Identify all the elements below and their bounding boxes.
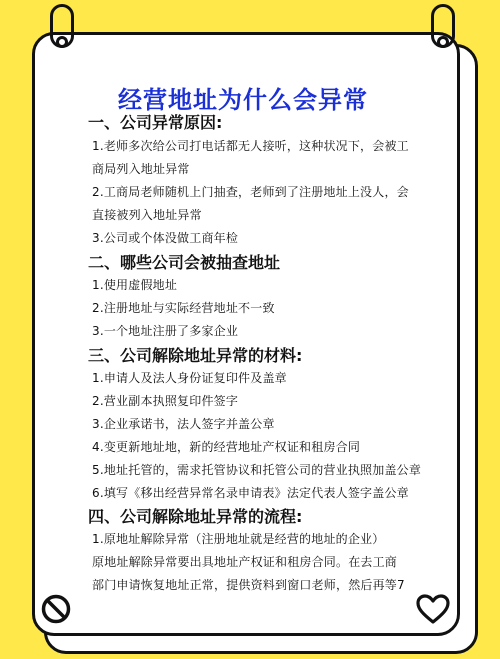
list-item: 部门申请恢复地址正常，提供资料到窗口老师，然后再等7 <box>92 578 405 592</box>
binder-hole-left <box>56 36 68 48</box>
list-item: 2.工商局老师随机上门抽查，老师到了注册地址上没人，会 <box>92 185 409 199</box>
heart-icon <box>415 593 451 625</box>
list-item: 1.使用虚假地址 <box>92 278 178 292</box>
list-item: 3.企业承诺书，法人签字并盖公章 <box>92 417 275 431</box>
list-item: 3.一个地址注册了多家企业 <box>92 324 239 338</box>
binder-hole-right <box>437 36 449 48</box>
list-item: 1.老师多次给公司打电话都无人接听，这种状况下，会被工 <box>92 139 409 153</box>
prohibited-icon <box>40 593 72 625</box>
section-heading-materials: 三、公司解除地址异常的材料: <box>88 346 303 365</box>
section-heading-inspection: 二、哪些公司会被抽查地址 <box>88 253 281 272</box>
list-item: 直接被列入地址异常 <box>92 208 202 222</box>
section-heading-process: 四、公司解除地址异常的流程: <box>88 507 303 526</box>
list-item: 5.地址托管的，需求托管协议和托管公司的营业执照加盖公章 <box>92 463 422 477</box>
list-item: 4.变更新地址地，新的经营地址产权证和租房合同 <box>92 440 361 454</box>
list-item: 6.填写《移出经营异常名录申请表》法定代表人签字盖公章 <box>92 486 409 500</box>
list-item: 2.营业副本执照复印件签字 <box>92 394 239 408</box>
list-item: 商局列入地址异常 <box>92 162 190 176</box>
list-item: 原地址解除异常要出具地址产权证和租房合同。在去工商 <box>92 555 398 569</box>
list-item: 2.注册地址与实际经营地址不一致 <box>92 301 275 315</box>
list-item: 1.申请人及法人身份证复印件及盖章 <box>92 371 287 385</box>
list-item: 1.原地址解除异常（注册地址就是经营的地址的企业） <box>92 532 385 546</box>
list-item: 3.公司或个体没做工商年检 <box>92 231 239 245</box>
page-title: 经营地址为什么会异常 <box>118 86 368 114</box>
section-heading-reasons: 一、公司异常原因: <box>88 113 223 132</box>
